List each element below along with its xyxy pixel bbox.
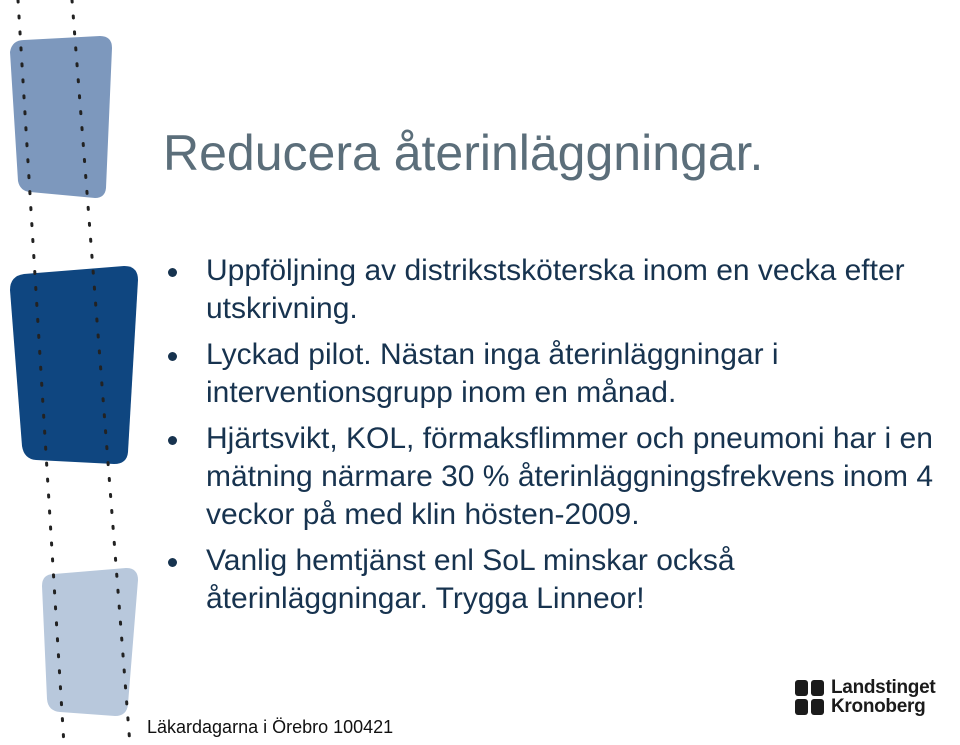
dark-blue-shape [10,266,138,464]
bullet-text: Hjärtsvikt, KOL, förmaksflimmer och pneumoni har i en mätning närmare 30 % återinläggningsfrekvens inom 4 veckor på med klin hösten-2009. [206,422,934,531]
decorative-shapes [0,0,170,745]
bullet-item [160,420,960,534]
bullet-text: Uppföljning av distrikstsköterska inom en vecka efter utskrivning. [206,254,905,325]
slide-title: Reducera återinläggningar. [163,125,764,181]
bullet-item [160,542,960,618]
bullet-list [160,252,960,626]
logo-line-2: Kronoberg [831,696,926,717]
light-blue-shape [10,36,112,198]
pale-blue-shape [42,568,138,716]
slide-footer: Läkardagarna i Örebro 100421 [147,717,394,737]
bullet-item [160,336,960,412]
logo-line-1: Landstinget [831,677,936,698]
logo-mark-icon [795,680,825,716]
bullet-dot-icon [168,268,177,277]
bullet-text: Lyckad pilot. Nästan inga återinläggningar i interventionsgrupp inom en månad. [206,338,779,409]
landstinget-kronoberg-logo [795,678,955,720]
logo-name [831,678,935,716]
bullet-dot-icon [168,436,177,445]
bullet-item [160,252,960,328]
bullet-dot-icon [168,558,177,567]
bullet-text: Vanlig hemtjänst enl SoL minskar också återinläggningar. Trygga Linneor! [206,544,735,615]
bullet-dot-icon [168,352,177,361]
